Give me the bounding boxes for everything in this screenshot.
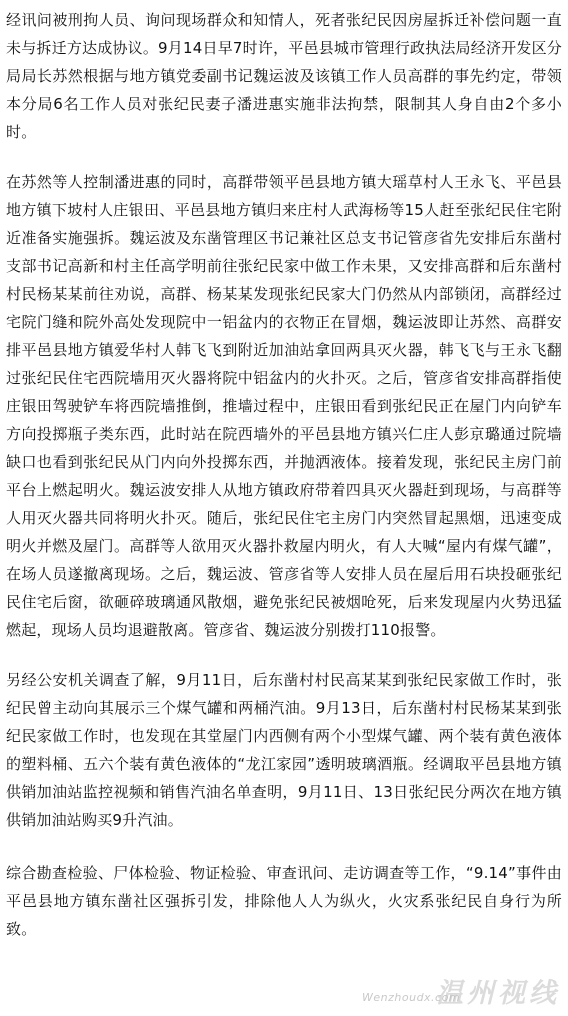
paragraph-gap [6, 834, 562, 859]
paragraph-1: 经讯问被刑拘人员、询问现场群众和知情人，死者张纪民因房屋拆迁补偿问题一直未与拆迁方达成协议。9月14日早7时许，平邑县城市管理行政执法局经济开发区分局局长苏然根据与地方镇党委副书记魏运波及该镇工作人员高群的事先约定，带领本分局6名工作人员对张纪民妻子潘进惠实施非法拘禁，限制其人身自由2个多小时。 [6, 11, 562, 141]
watermark-logo: 温州视线 [436, 978, 560, 1009]
paragraph-gap [6, 644, 562, 666]
watermark-site: Wenzhoudx.com [362, 991, 461, 1004]
paragraph-gap [6, 146, 562, 168]
article-body [6, 0, 562, 943]
watermark [360, 970, 560, 1010]
paragraph-4: 综合勘查检验、尸体检验、物证检验、审查讯问、走访调查等工作，“9.14”事件由平邑县地方镇东凿社区强拆引发，排除他人人为纵火，火灾系张纪民自身行为所致。 [6, 864, 562, 938]
paragraph-3: 另经公安机关调查了解，9月11日，后东凿村村民高某某到张纪民家做工作时，张纪民曾主动向其展示三个煤气罐和两桶汽油。9月13日，后东凿村村民杨某某到张纪民家做工作时，也发现在其堂屋门内西侧有两个小型煤气罐、两个装有黄色液体的塑料桶、五六个装有黄色液体的“龙江家园”透明玻璃酒瓶。经调取平邑县地方镇供销加油站监控视频和销售汽油名单查明，9月11日、13日张纪民分两次在地方镇供销加油站购买9升汽油。 [6, 671, 562, 829]
paragraph-2: 在苏然等人控制潘进惠的同时，高群带领平邑县地方镇大瑶草村人王永飞、平邑县地方镇下坡村人庄银田、平邑县地方镇归来庄村人武海杨等15人赶至张纪民住宅附近准备实施强拆。魏运波及东凿管理区书记兼社区总支书记管彦省先安排后东凿村支部书记高新和村主任高学明前往张纪民家中做工作未果，又安排高群和后东凿村村民杨某某前往劝说，高群、杨某某发现张纪民家大门仍然从内部锁闭，高群经过宅院门缝和院外高处发现院中一铝盆内的衣物正在冒烟，魏运波即让苏然、高群安排平邑县地方镇爱华村人韩飞飞到附近加油站拿回两具灭火器，韩飞飞与王永飞翻过张纪民住宅西院墙用灭火器将院中铝盆内的火扑灭。之后，管彦省安排高群指使庄银田驾驶铲车将西院墙推倒，推墙过程中，庄银田看到张纪民正在屋门内向铲车方向投掷瓶子类东西，此时站在院西墙外的平邑县地方镇兴仁庄人彭京璐通过院墙缺口也看到张纪民从门内向外投掷东西，并抛洒液体。接着发现，张纪民主房门前平台上燃起明火。魏运波安排人从地方镇政府带着四具灭火器赶到现场，与高群等人用灭火器共同将明火扑灭。随后，张纪民住宅主房门内突然冒起黑烟，迅速变成明火并燃及屋门。高群等人欲用灭火器扑救屋内明火，有人大喊“屋内有煤气罐”，在场人员遂撤离现场。之后，魏运波、管彦省等人安排人员在屋后用石块投砸张纪民住宅后窗，欲砸碎玻璃通风散烟，避免张纪民被烟呛死，后来发现屋内火势迅猛燃起，现场人员均退避散离。管彦省、魏运波分别拨打110报警。 [6, 173, 562, 639]
